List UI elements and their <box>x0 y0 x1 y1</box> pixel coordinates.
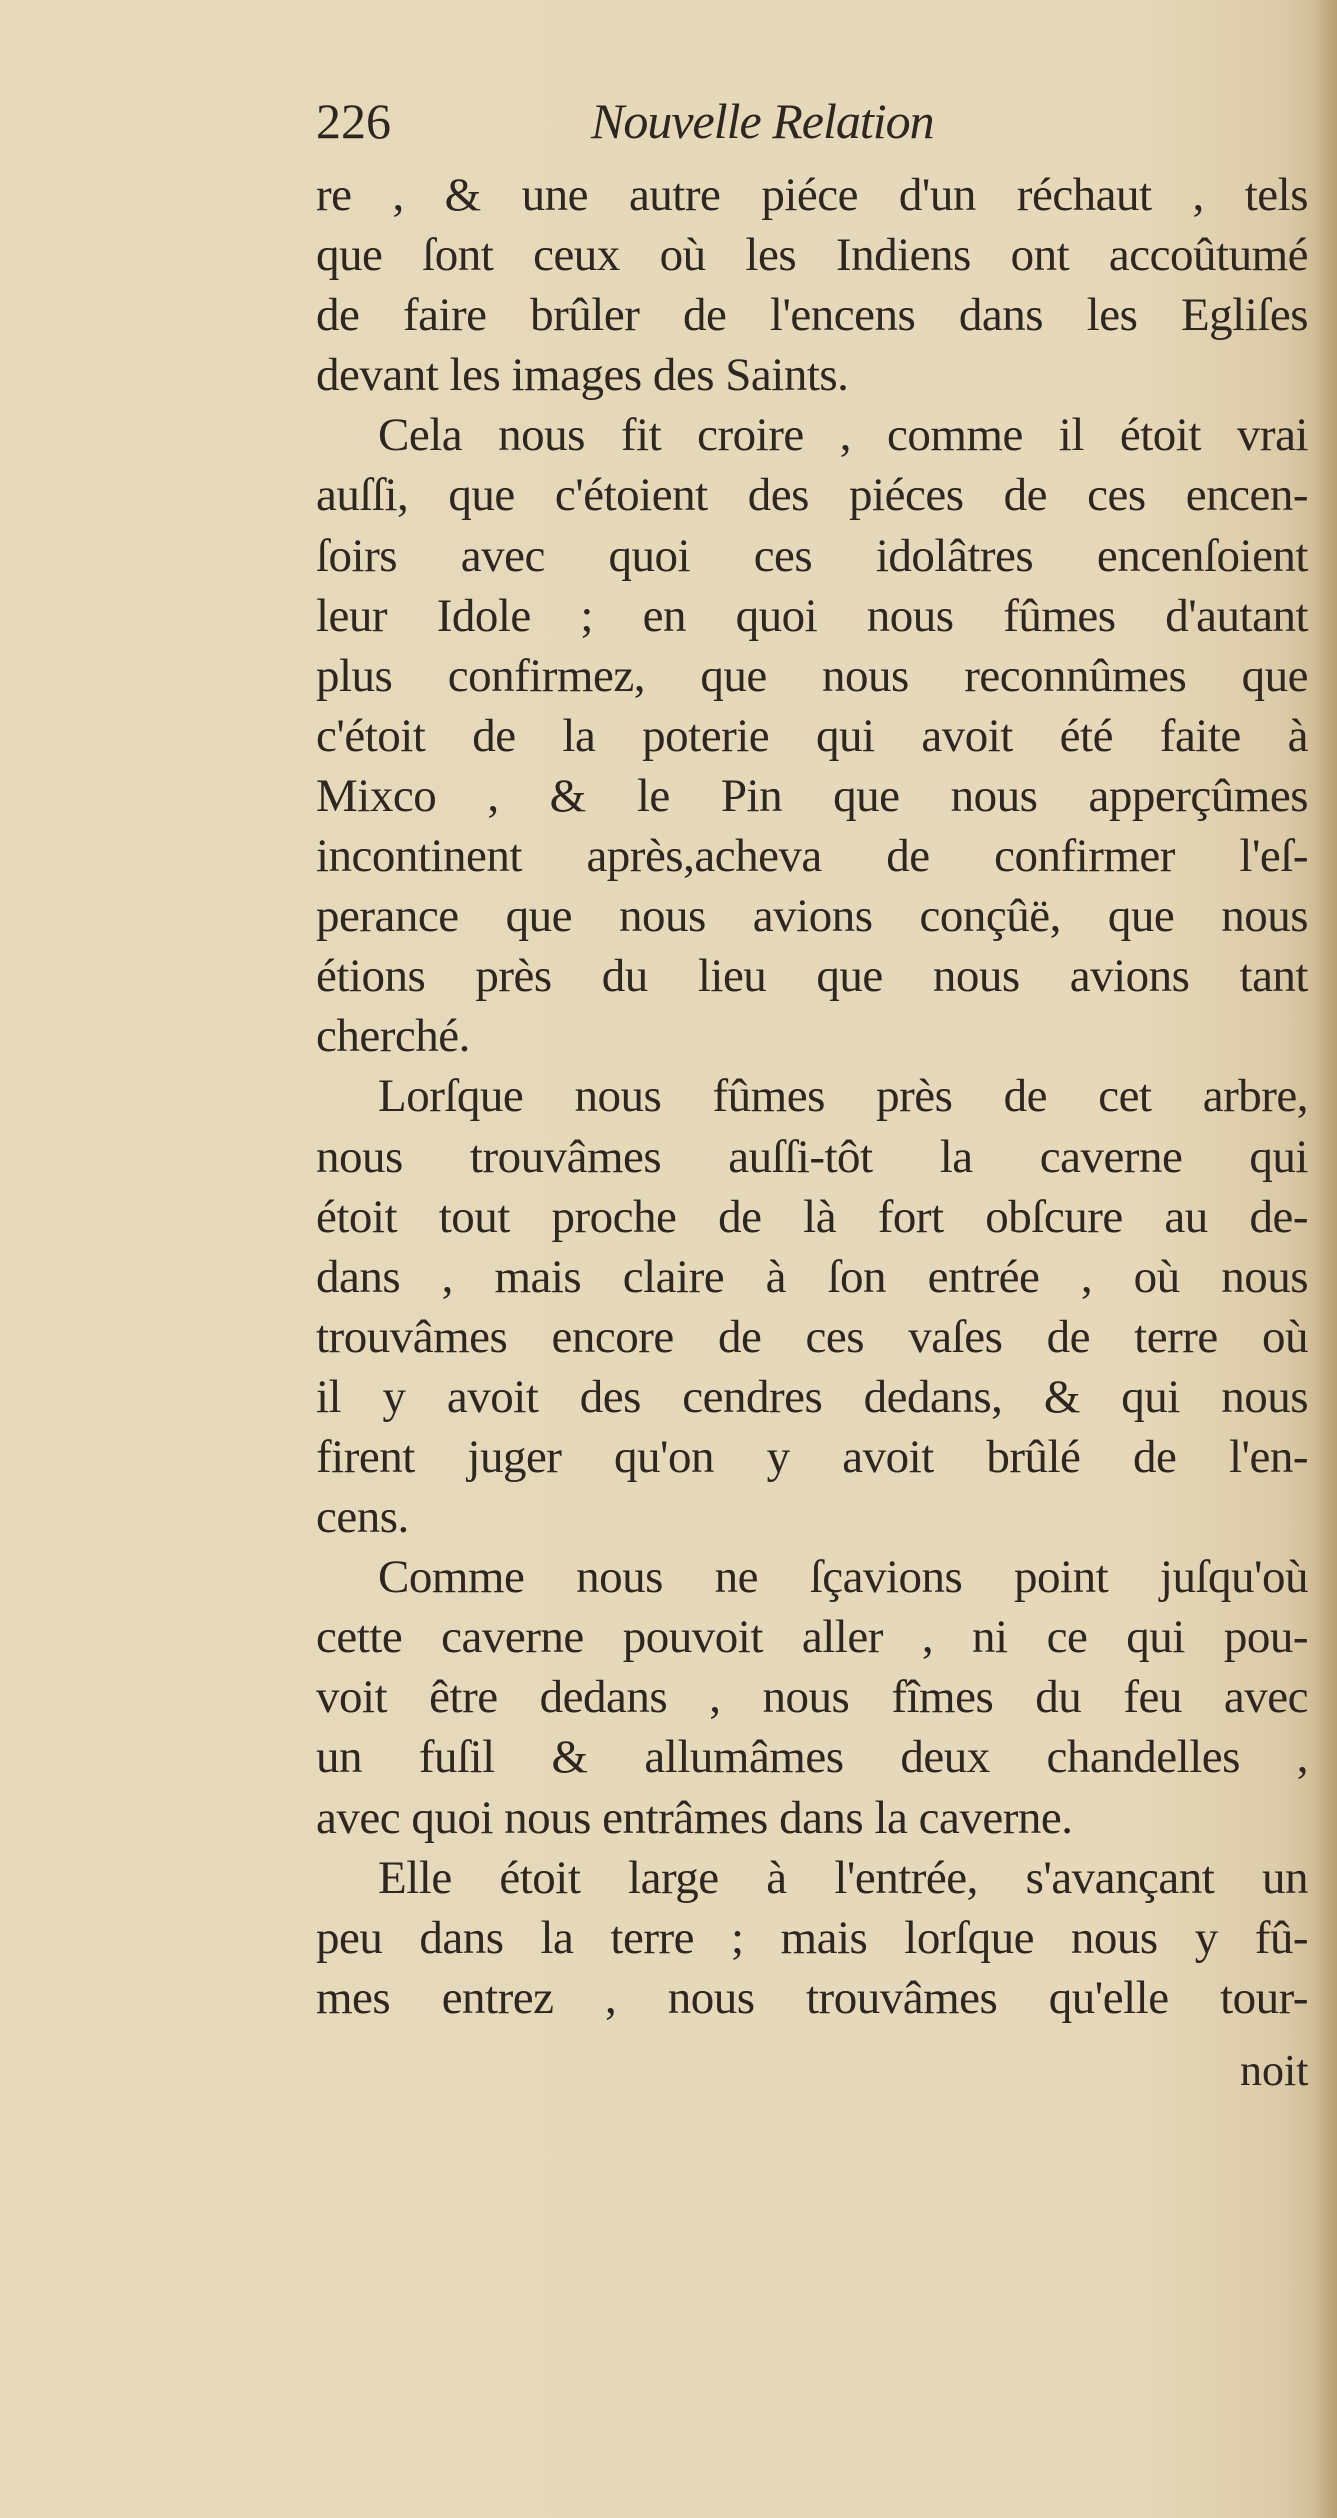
text-line: dans , mais claire à ſon entrée , où nous <box>316 1250 1308 1303</box>
text-line: firent juger qu'on y avoit brûlé de l'en- <box>316 1430 1308 1483</box>
text-line: étoit tout proche de là fort obſcure au de- <box>316 1190 1308 1243</box>
running-title: Nouvelle Relation <box>591 93 934 149</box>
page-header <box>316 92 1308 152</box>
text-line: un fuſil & allumâmes deux chandelles , <box>316 1731 1308 1784</box>
text-line: Comme nous ne ſçavions point juſqu'où <box>378 1551 1308 1604</box>
text-line: devant les images des Saints. <box>316 349 849 402</box>
text-line: re , & une autre piéce d'un réchaut , tels <box>316 169 1308 221</box>
page-number: 226 <box>316 93 391 149</box>
catchword: noit <box>1240 2046 1309 2095</box>
text-line: nous trouvâmes auſſi-tôt la caverne qui <box>316 1130 1308 1183</box>
text-line: de faire brûler de l'encens dans les Egliſes <box>316 289 1308 342</box>
text-line: il y avoit des cendres dedans, & qui nous <box>316 1370 1308 1423</box>
text-line: perance que nous avions conçûë, que nous <box>316 890 1308 943</box>
text-line: cette caverne pouvoit aller , ni ce qui pou- <box>316 1611 1308 1664</box>
text-line: leur Idole ; en quoi nous fûmes d'autant <box>316 589 1308 642</box>
text-line: cherché. <box>316 1010 470 1063</box>
text-line: cens. <box>316 1491 409 1544</box>
text-line: mes entrez , nous trouvâmes qu'elle tour- <box>316 1971 1308 2024</box>
text-line: ſoirs avec quoi ces idolâtres encenſoient <box>316 529 1308 582</box>
page-edge-shadow <box>1315 0 1337 2518</box>
text-line: Cela nous fit croire , comme il étoit vrai <box>378 409 1308 462</box>
text-line: Mixco , & le Pin que nous apperçûmes <box>316 769 1308 822</box>
text-line: auſſi, que c'étoient des piéces de ces encen- <box>316 469 1308 522</box>
text-line: Elle étoit large à l'entrée, s'avançant un <box>378 1851 1308 1904</box>
text-line: incontinent après,acheva de confirmer l'eſ- <box>316 830 1308 883</box>
text-line: c'étoit de la poterie qui avoit été faite à <box>316 709 1308 762</box>
text-line: que ſont ceux où les Indiens ont accoûtumé <box>316 229 1308 282</box>
text-line: plus confirmez, que nous reconnûmes que <box>316 649 1308 702</box>
text-line: voit être dedans , nous fîmes du feu avec <box>316 1671 1308 1724</box>
text-line: étions près du lieu que nous avions tant <box>316 950 1308 1003</box>
text-body <box>316 165 1308 2028</box>
text-line: peu dans la terre ; mais lorſque nous y fû- <box>316 1911 1308 1964</box>
text-line: Lorſque nous fûmes près de cet arbre, <box>378 1070 1308 1123</box>
text-line: trouvâmes encore de ces vaſes de terre où <box>316 1310 1308 1363</box>
text-line: avec quoi nous entrâmes dans la caverne. <box>316 1791 1073 1844</box>
